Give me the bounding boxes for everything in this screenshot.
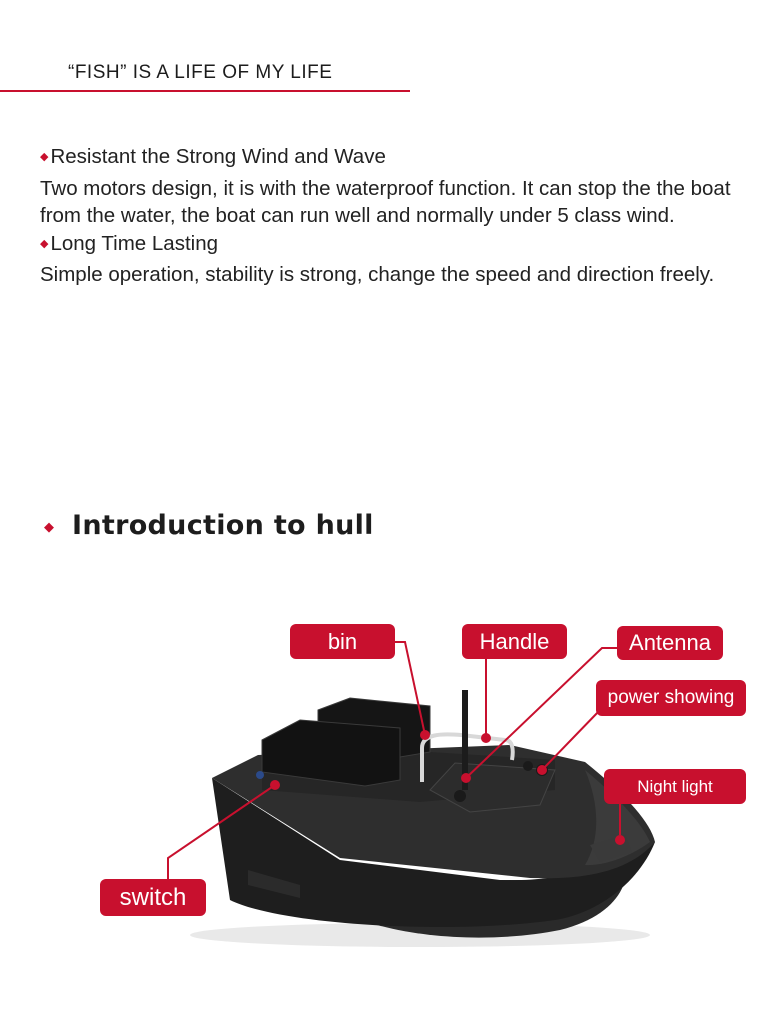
knob bbox=[454, 790, 466, 802]
diamond-bullet-icon: ◆ bbox=[40, 151, 49, 163]
switch-dot bbox=[256, 771, 264, 779]
section-bullet-icon: ◆ bbox=[44, 519, 54, 534]
callout-night-light: Night light bbox=[604, 769, 746, 804]
feature-description: Two motors design, it is with the waterproof function. It can stop the the boat from the water, the boat can run well and normally under 5 class wind. bbox=[40, 176, 731, 227]
knob bbox=[523, 761, 533, 771]
callout-bin: bin bbox=[290, 624, 395, 659]
callout-switch: switch bbox=[100, 879, 206, 916]
callout-handle: Handle bbox=[462, 624, 567, 659]
leader-dot bbox=[270, 780, 280, 790]
leader-dot bbox=[420, 730, 430, 740]
leader-dot bbox=[461, 773, 471, 783]
callout-power-showing: power showing bbox=[596, 680, 746, 716]
feature-description: Simple operation, stability is strong, change the speed and direction freely. bbox=[40, 263, 715, 286]
leader-dot bbox=[537, 765, 547, 775]
leader-dot bbox=[481, 733, 491, 743]
slogan: “FISH” IS A LIFE OF MY LIFE bbox=[68, 62, 333, 83]
leader-dot bbox=[615, 835, 625, 845]
feature-title: ◆Long Time Lasting bbox=[40, 231, 218, 255]
diamond-bullet-icon: ◆ bbox=[40, 237, 49, 250]
feature-title: ◆Resistant the Strong Wind and Wave bbox=[40, 145, 386, 168]
callout-antenna: Antenna bbox=[617, 626, 723, 660]
section-title: Introduction to hull bbox=[72, 510, 374, 541]
